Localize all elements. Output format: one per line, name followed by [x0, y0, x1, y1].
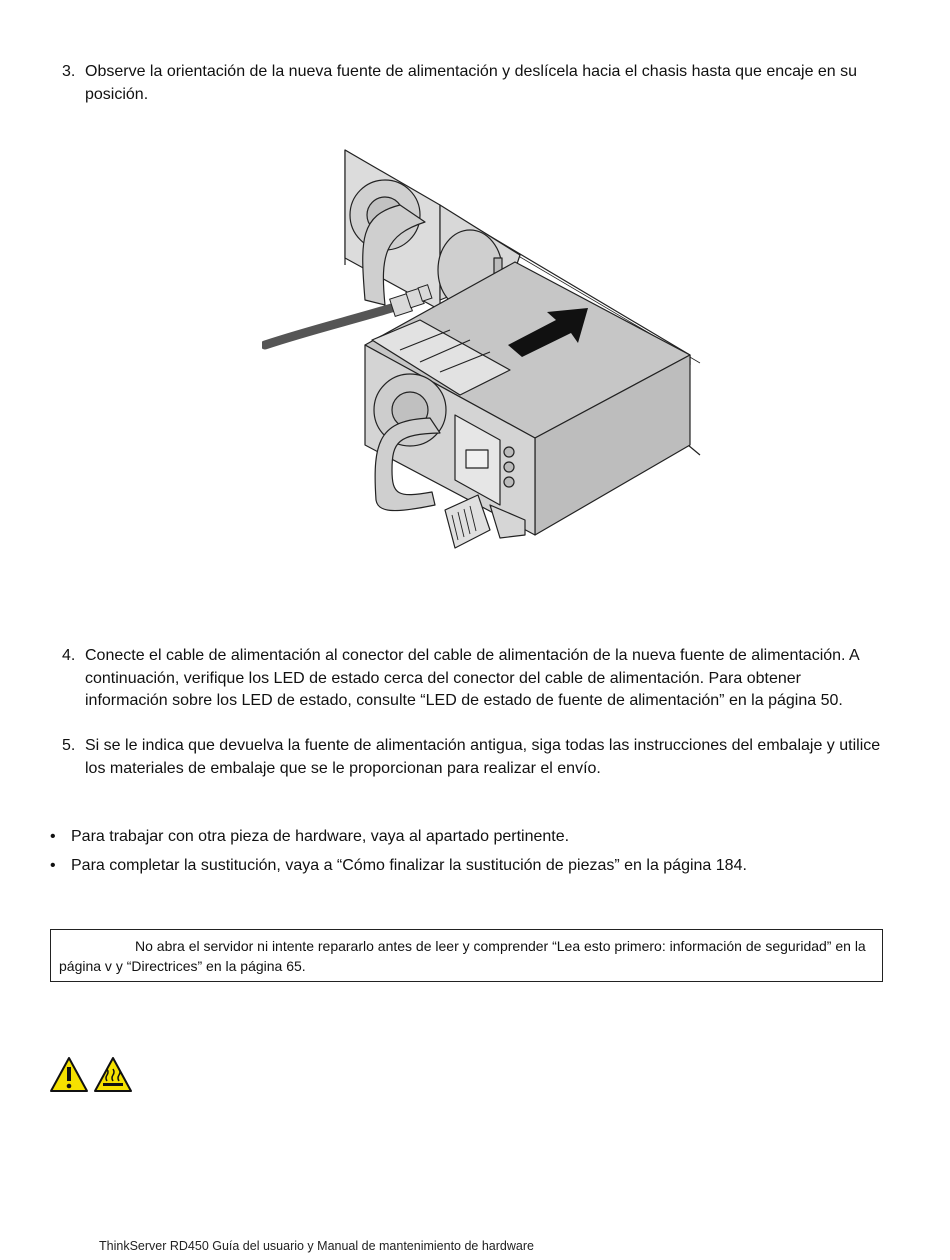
page-footer: ThinkServer RD450 Guía del usuario y Manual de mantenimiento de hardware — [99, 1239, 534, 1253]
hot-surface-icon — [95, 1058, 131, 1091]
bullet-marker: • — [50, 828, 56, 845]
power-supply-installation-illustration — [262, 140, 702, 555]
step-3 — [62, 61, 882, 106]
bullet-text: Para completar la sustitución, vaya a “Cómo finalizar la sustitución de piezas” en la página 184. — [71, 857, 747, 874]
next-step-other-hardware — [50, 826, 890, 848]
bullet-marker: • — [50, 857, 56, 874]
attention-text: No abra el servidor ni intente repararlo antes de leer y comprender “Lea esto primero: información de seguridad” en la página v y “Directrices” en la página 65. — [59, 938, 866, 974]
caution-triangle-icon — [51, 1058, 87, 1091]
step-text: Conecte el cable de alimentación al conector del cable de alimentación de la nueva fuente de alimentación. A continuación, verifique los LED de estado cerca del conector del cable de alimentación. Para obtener información sobre los LED de estado, consulte “LED de estado de fuente de alimentación” en la página 50. — [85, 647, 859, 709]
warning-icons — [50, 1056, 136, 1094]
step-text: Si se le indica que devuelva la fuente de alimentación antigua, siga todas las instrucciones del embalaje y utilice los materiales de embalaje que se le proporcionan para realizar el envío. — [85, 737, 881, 777]
step-number: 3. — [62, 63, 76, 80]
step-text: Observe la orientación de la nueva fuente de alimentación y deslícela hacia el chasis hasta que encaje en su posición. — [85, 63, 858, 103]
bullet-text: Para trabajar con otra pieza de hardware, vaya al apartado pertinente. — [71, 828, 570, 845]
step-5 — [62, 735, 882, 780]
step-number: 5. — [62, 737, 76, 754]
step-4 — [62, 645, 882, 713]
step-number: 4. — [62, 647, 76, 664]
next-step-complete-replacement — [50, 855, 890, 877]
attention-box — [50, 929, 883, 982]
